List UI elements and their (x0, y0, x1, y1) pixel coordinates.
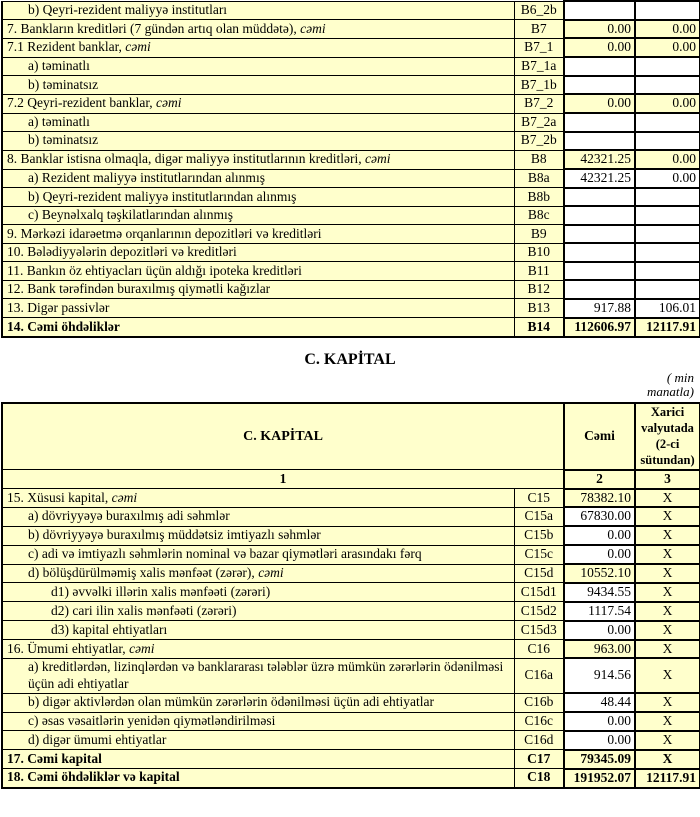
capital-row (2, 731, 700, 750)
row-label: a) təminatlı (28, 113, 90, 129)
row-label: b) təminatsız (28, 132, 99, 148)
row-code-cell: C16d (514, 731, 564, 750)
row-total-value-cell (564, 206, 635, 225)
row-code-cell: C15d3 (514, 621, 564, 640)
liabilities-row (2, 150, 700, 169)
row-fx-value-cell: 0.00 (635, 150, 700, 169)
row-label: 7.1 Rezident banklar, (7, 39, 126, 55)
row-total-value-cell (564, 76, 635, 95)
row-label-cell (2, 132, 514, 151)
row-code-cell: B7_2a (514, 113, 564, 132)
row-code-cell: C16b (514, 693, 564, 712)
row-label-cell (2, 20, 514, 39)
row-code-cell: C15d (514, 564, 564, 583)
liabilities-row (2, 262, 700, 281)
row-label-cell (2, 489, 514, 508)
row-label-cell (2, 640, 514, 659)
row-label-cell (2, 693, 514, 712)
row-code-cell: C17 (514, 750, 564, 769)
row-total-value-cell: 191952.07 (564, 769, 635, 788)
row-label-cell (2, 318, 514, 337)
row-fx-value-cell: X (635, 712, 700, 731)
row-label: b) dövriyyəyə buraxılmış müddətsiz imtiyazlı səhmlər (28, 527, 321, 543)
row-total-value-cell: 914.56 (564, 658, 635, 693)
row-label-italic-suffix: cəmi (129, 640, 155, 656)
row-total-value-cell: 42321.25 (564, 150, 635, 169)
liabilities-table (1, 0, 700, 338)
row-code-cell: C18 (514, 769, 564, 788)
row-label-cell (2, 225, 514, 244)
row-label: a) kreditlərdən, lizinqlərdən və banklararası tələblər üzrə mümkün zərərlərin ödənilməsi üçün adi ehtiyatlar (28, 658, 504, 691)
liabilities-row (2, 243, 700, 262)
row-code-cell: C16c (514, 712, 564, 731)
capital-row (2, 621, 700, 640)
row-label: c) adi və imtiyazlı səhmlərin nominal və bazar qiymətləri arasındakı fərq (28, 546, 422, 562)
row-fx-value-cell (635, 243, 700, 262)
row-fx-value-cell: X (635, 731, 700, 750)
row-fx-value-cell (635, 262, 700, 281)
liabilities-row (2, 225, 700, 244)
row-label-cell (2, 243, 514, 262)
row-code-cell: B8a (514, 169, 564, 188)
row-code-cell: B13 (514, 299, 564, 318)
row-label: a) dövriyyəyə buraxılmış adi səhmlər (28, 508, 230, 524)
row-total-value-cell (564, 262, 635, 281)
row-label: b) digər aktivlərdən olan mümkün zərərlərin ödənilməsi üçün adi ehtiyatlar (28, 694, 434, 710)
row-code-cell: B7 (514, 20, 564, 39)
row-code-cell: C15b (514, 526, 564, 545)
row-label-italic-suffix: cəmi (365, 151, 391, 167)
row-label: 18. Cəmi öhdəliklər və kapital (7, 769, 180, 785)
row-total-value-cell: 0.00 (564, 621, 635, 640)
row-total-value-cell: 0.00 (564, 545, 635, 564)
liabilities-row (2, 94, 700, 113)
row-code-cell: B7_1 (514, 38, 564, 57)
row-label: 15. Xüsusi kapital, (7, 489, 112, 505)
row-fx-value-cell (635, 280, 700, 299)
row-label-cell (2, 769, 514, 788)
row-label: a) təminatlı (28, 58, 90, 74)
row-label-cell (2, 545, 514, 564)
row-label: d) digər ümumi ehtiyatlar (28, 731, 167, 747)
row-total-value-cell: 67830.00 (564, 507, 635, 526)
capital-row (2, 602, 700, 621)
row-label-italic-suffix: cəmi (300, 20, 326, 36)
capital-row (2, 658, 700, 693)
capital-row (2, 693, 700, 712)
unit-note-line1: ( min (666, 369, 694, 385)
capital-row (2, 583, 700, 602)
row-label: b) Qeyri-rezident maliyyə institutlarından alınmış (28, 188, 297, 204)
capital-row (2, 526, 700, 545)
row-total-value-cell: 10552.10 (564, 564, 635, 583)
row-label-italic-suffix: cəmi (258, 565, 284, 580)
row-label-cell (2, 299, 514, 318)
row-label: d3) kapital ehtiyatları (51, 621, 168, 637)
unit-note-line2: manatla) (647, 383, 694, 399)
row-fx-value-cell: X (635, 621, 700, 640)
row-fx-value-cell: 106.01 (635, 299, 700, 318)
capital-row (2, 750, 700, 769)
row-label: a) Rezident maliyyə institutlarından alınmış (28, 170, 265, 185)
row-label-cell (2, 507, 514, 526)
row-label-cell (2, 57, 514, 76)
row-label-italic-suffix: cəmi (156, 95, 182, 111)
row-fx-value-cell: X (635, 693, 700, 712)
row-code-cell: B10 (514, 243, 564, 262)
row-total-value-cell: 79345.09 (564, 750, 635, 769)
row-fx-value-cell: X (635, 583, 700, 602)
capital-row (2, 489, 700, 508)
row-label-cell (2, 1, 514, 20)
row-code-cell: B8b (514, 188, 564, 207)
liabilities-row (2, 206, 700, 225)
row-code-cell: B8c (514, 206, 564, 225)
row-label: c) Beynəlxalq təşkilatlarından alınmış (28, 207, 234, 223)
capital-row (2, 564, 700, 583)
row-total-value-cell: 917.88 (564, 299, 635, 318)
row-total-value-cell: 0.00 (564, 20, 635, 39)
section-c-title: C. KAPİTAL (304, 350, 396, 368)
row-fx-value-cell: X (635, 750, 700, 769)
capital-header-fx-cell: Xarici valyutada (2-ci sütundan) (635, 403, 700, 470)
row-label-cell (2, 750, 514, 769)
row-total-value-cell (564, 1, 635, 20)
row-fx-value-cell: X (635, 545, 700, 564)
liabilities-row (2, 1, 700, 20)
row-label: 11. Bankın öz ehtiyacları üçün aldığı ipoteka kreditləri (7, 262, 302, 278)
row-code-cell: B12 (514, 280, 564, 299)
row-code-cell: C15d2 (514, 602, 564, 621)
row-fx-value-cell: X (635, 658, 700, 693)
row-label-italic-suffix: cəmi (111, 489, 138, 505)
row-total-value-cell: 42321.25 (564, 169, 635, 188)
row-total-value-cell (564, 57, 635, 76)
row-code-cell: B8 (514, 150, 564, 169)
row-fx-value-cell (635, 225, 700, 244)
liabilities-row (2, 188, 700, 207)
liabilities-row (2, 169, 700, 188)
row-label: 16. Ümumi ehtiyatlar, (7, 640, 130, 656)
row-label: 7. Bankların kreditləri (7 gündən artıq olan müddətə), (7, 20, 301, 36)
row-total-value-cell: 963.00 (564, 640, 635, 659)
liabilities-row (2, 76, 700, 95)
row-label-cell (2, 583, 514, 602)
row-fx-value-cell: 12117.91 (635, 318, 700, 337)
row-label-cell (2, 658, 514, 693)
row-fx-value-cell: X (635, 602, 700, 621)
row-total-value-cell (564, 280, 635, 299)
row-label-cell (2, 262, 514, 281)
row-label: 10. Bələdiyyələrin depozitləri və kreditləri (7, 244, 237, 260)
row-total-value-cell: 0.00 (564, 38, 635, 57)
row-label-italic-suffix: cəmi (125, 39, 151, 55)
capital-header-title-cell: C. KAPİTAL (2, 403, 564, 470)
row-fx-value-cell (635, 57, 700, 76)
row-total-value-cell: 0.00 (564, 712, 635, 731)
row-total-value-cell: 9434.55 (564, 583, 635, 602)
column-numbers-row (2, 470, 700, 489)
row-label-cell (2, 731, 514, 750)
row-label-cell (2, 188, 514, 207)
row-code-cell: C15 (514, 489, 564, 508)
liabilities-row (2, 57, 700, 76)
row-label: b) təminatsız (28, 76, 99, 92)
row-code-cell: B7_1a (514, 57, 564, 76)
capital-row (2, 769, 700, 788)
row-label-cell (2, 94, 514, 113)
row-fx-value-cell: X (635, 507, 700, 526)
row-code-cell: C16 (514, 640, 564, 659)
liabilities-row (2, 318, 700, 337)
row-label-cell (2, 621, 514, 640)
capital-row (2, 640, 700, 659)
capital-header-total-cell: Cəmi (564, 403, 635, 470)
row-code-cell: B7_2b (514, 132, 564, 151)
liabilities-row (2, 38, 700, 57)
liabilities-row (2, 299, 700, 318)
row-label: 12. Bank tərəfindən buraxılmış qiymətli kağızlar (7, 281, 271, 297)
liabilities-row (2, 113, 700, 132)
row-label: 14. Cəmi öhdəliklər (7, 318, 120, 334)
row-total-value-cell: 48.44 (564, 693, 635, 712)
row-fx-value-cell (635, 206, 700, 225)
row-total-value-cell: 0.00 (564, 94, 635, 113)
row-fx-value-cell: 0.00 (635, 169, 700, 188)
row-fx-value-cell (635, 113, 700, 132)
unit-note (1, 371, 699, 399)
row-label-cell (2, 602, 514, 621)
capital-header-row (2, 403, 700, 470)
row-fx-value-cell: X (635, 526, 700, 545)
row-label-cell (2, 113, 514, 132)
capital-row (2, 712, 700, 731)
row-label: 7.2 Qeyri-rezident banklar, (7, 95, 157, 111)
row-label-cell (2, 564, 514, 583)
row-code-cell: B7_2 (514, 94, 564, 113)
row-total-value-cell: 0.00 (564, 731, 635, 750)
row-total-value-cell: 112606.97 (564, 318, 635, 337)
row-label: 8. Banklar istisna olmaqla, digər maliyyə institutlarının kreditləri, (7, 151, 366, 167)
row-code-cell: B14 (514, 318, 564, 337)
capital-table (1, 402, 700, 789)
column-number-1: 1 (2, 470, 564, 489)
row-code-cell: B7_1b (514, 76, 564, 95)
row-label: 17. Cəmi kapital (7, 750, 102, 766)
row-code-cell: B11 (514, 262, 564, 281)
row-label: d) bölüşdürülməmiş xalis mənfəət (zərər), (28, 565, 259, 580)
row-label: 13. Digər passivlər (7, 299, 110, 315)
row-label-cell (2, 280, 514, 299)
row-total-value-cell: 78382.10 (564, 489, 635, 508)
column-number-3: 3 (635, 470, 700, 489)
row-total-value-cell (564, 225, 635, 244)
row-code-cell: C15c (514, 545, 564, 564)
row-label-cell (2, 712, 514, 731)
row-label: 9. Mərkəzi idarəetmə orqanlarının depozitləri və kreditləri (7, 225, 322, 241)
row-fx-value-cell (635, 76, 700, 95)
row-label: d1) əvvəlki illərin xalis mənfəəti (zərəri) (51, 583, 271, 599)
row-fx-value-cell: X (635, 640, 700, 659)
liabilities-row (2, 20, 700, 39)
row-fx-value-cell: 0.00 (635, 20, 700, 39)
row-fx-value-cell (635, 1, 700, 20)
row-total-value-cell (564, 188, 635, 207)
liabilities-row (2, 280, 700, 299)
row-label-cell (2, 76, 514, 95)
row-label: b) Qeyri-rezident maliyyə institutları (28, 1, 228, 17)
row-label-cell (2, 526, 514, 545)
row-fx-value-cell: 12117.91 (635, 769, 700, 788)
row-total-value-cell: 1117.54 (564, 602, 635, 621)
liabilities-row (2, 132, 700, 151)
row-label-cell (2, 169, 514, 188)
row-label: c) əsas vəsaitlərin yenidən qiymətləndirilməsi (28, 713, 276, 728)
row-code-cell: B6_2b (514, 1, 564, 20)
row-label-cell (2, 38, 514, 57)
row-fx-value-cell: 0.00 (635, 94, 700, 113)
row-fx-value-cell: X (635, 489, 700, 508)
row-fx-value-cell: 0.00 (635, 38, 700, 57)
row-label-cell (2, 150, 514, 169)
row-total-value-cell (564, 113, 635, 132)
row-total-value-cell (564, 243, 635, 262)
row-label-cell (2, 206, 514, 225)
row-total-value-cell: 0.00 (564, 526, 635, 545)
row-total-value-cell (564, 132, 635, 151)
row-code-cell: C15d1 (514, 583, 564, 602)
row-code-cell: B9 (514, 225, 564, 244)
capital-row (2, 545, 700, 564)
row-fx-value-cell (635, 188, 700, 207)
row-label: d2) cari ilin xalis mənfəəti (zərəri) (51, 602, 237, 618)
column-number-2: 2 (564, 470, 635, 489)
row-code-cell: C16a (514, 658, 564, 693)
row-code-cell: C15a (514, 507, 564, 526)
row-fx-value-cell (635, 132, 700, 151)
row-fx-value-cell: X (635, 564, 700, 583)
capital-row (2, 507, 700, 526)
